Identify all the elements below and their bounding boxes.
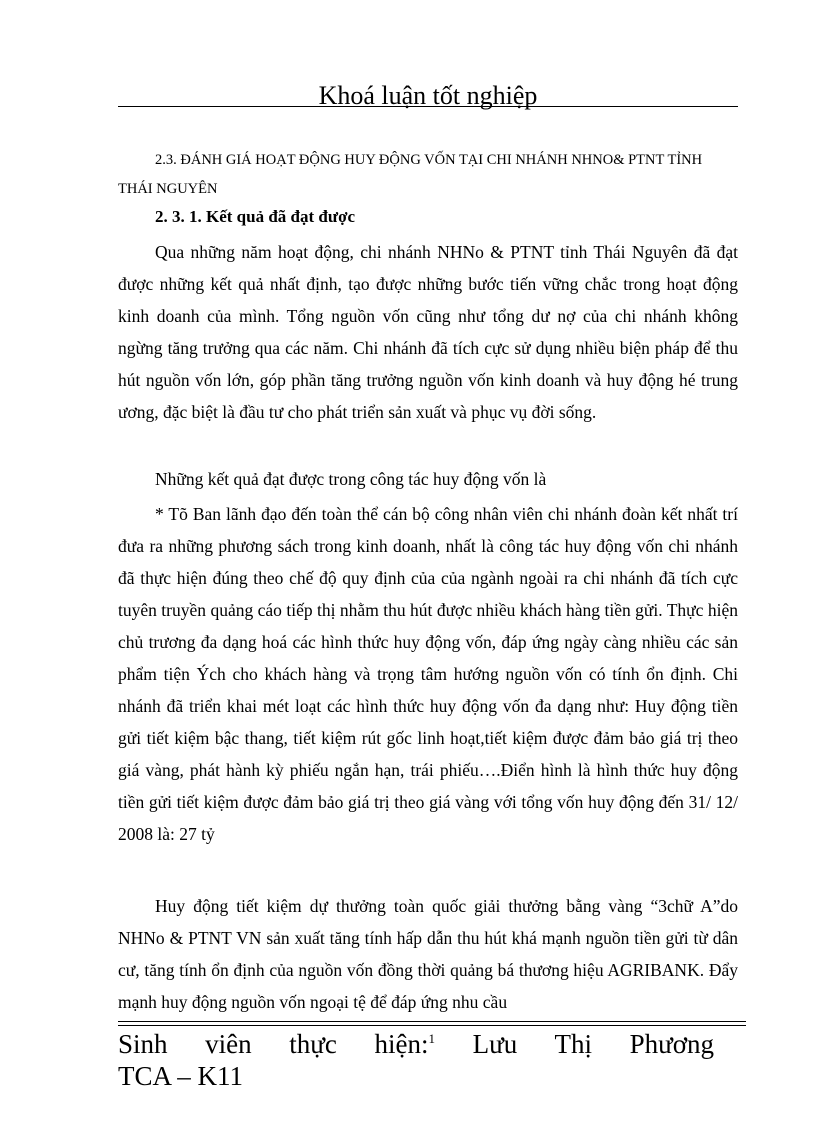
paragraph-leadership-measures: * Tõ Ban lãnh đạo đến toàn thể cán bộ công nhân viên chi nhánh đoàn kết nhất trí đưa ra những phương sách trong kinh doanh, nhất là công tác huy động vốn chi nhánh đã thực hiện đúng theo chế độ quy định của của ngành ngoài ra chi nhánh đã tích cực tuyên truyền quảng cáo tiếp thị nhằm thu hút được nhiều khách hàng tiền gửi. Thực hiện chủ trương đa dạng hoá các hình thức huy động vốn, đáp ứng ngày càng nhiều các sản phẩm tiện Ých cho khách hàng và trọng tâm hướng nguồn vốn có tính ổn định. Chi nhánh đã triển khai mét loạt các hình thức huy động vốn đa dạng như: Huy động tiền gửi tiết kiệm bậc thang, tiết kiệm rút gốc linh hoạt,tiết kiệm được đảm bảo giá trị theo giá vàng, phát hành kỳ phiếu ngắn hạn, trái phiếu….Điển hình là hình thức huy động tiền gửi tiết kiệm được đảm bảo giá trị theo giá vàng với tổng vốn huy động đến 31/ 12/ 2008 là: 27 tỷ — [118, 504, 738, 844]
footer-divider-bottom — [118, 1025, 746, 1026]
paragraph-savings-lottery: Huy động tiết kiệm dự thưởng toàn quốc giải thưởng bằng vàng “3chữ A”do NHNo & PTNT VN sản xuất tăng tính hấp dẫn thu hút khá mạnh nguồn tiền gửi từ dân cư, tăng tính ổn định của nguồn vốn đồng thời quảng bá thương hiệu AGRIBANK. Đẩy mạnh huy động nguồn vốn ngoại tệ để đáp ứng nhu cầu — [118, 896, 738, 1012]
header-divider — [118, 106, 738, 107]
footer-label: Sinh viên thực hiện: — [118, 1029, 429, 1059]
paragraph-results-overview: Qua những năm hoạt động, chi nhánh NHNo & PTNT tỉnh Thái Nguyên đã đạt được những kết quả nhất định, tạo được những bước tiến vững chắc trong hoạt động kinh doanh của mình. Tổng nguồn vốn cũng như tổng dư nợ của chi nhánh không ngừng tăng trưởng qua các năm. Chi nhánh đã tích cực sử dụng nhiều biện pháp để thu hút nguồn vốn lớn, góp phần tăng trưởng nguồn vốn kinh doanh và huy động hé trung ương, đặc biệt là đầu tư cho phát triển sản xuất và phục vụ đời sống. — [118, 242, 738, 422]
footnote-mark: 1 — [428, 1031, 436, 1046]
footer-divider-top — [118, 1021, 746, 1022]
section-heading: 2.3. ĐÁNH GIÁ HOẠT ĐỘNG HUY ĐỘNG VỐN TẠI CHI NHÁNH NHNO& PTNT TỈNH THÁI NGUYÊN — [118, 152, 703, 197]
paragraph-results-intro: Những kết quả đạt được trong công tác huy động vốn là — [155, 469, 547, 489]
footer-author — [118, 1028, 714, 1060]
footer-author-name: Lưu Thị Phương — [472, 1029, 715, 1059]
subsection-heading: 2. 3. 1. Kết quả đã đạt được — [155, 207, 356, 226]
footer-class-code: TCA – K11 — [118, 1061, 244, 1091]
page-header-title: Khoá luận tốt nghiệp — [318, 81, 538, 110]
